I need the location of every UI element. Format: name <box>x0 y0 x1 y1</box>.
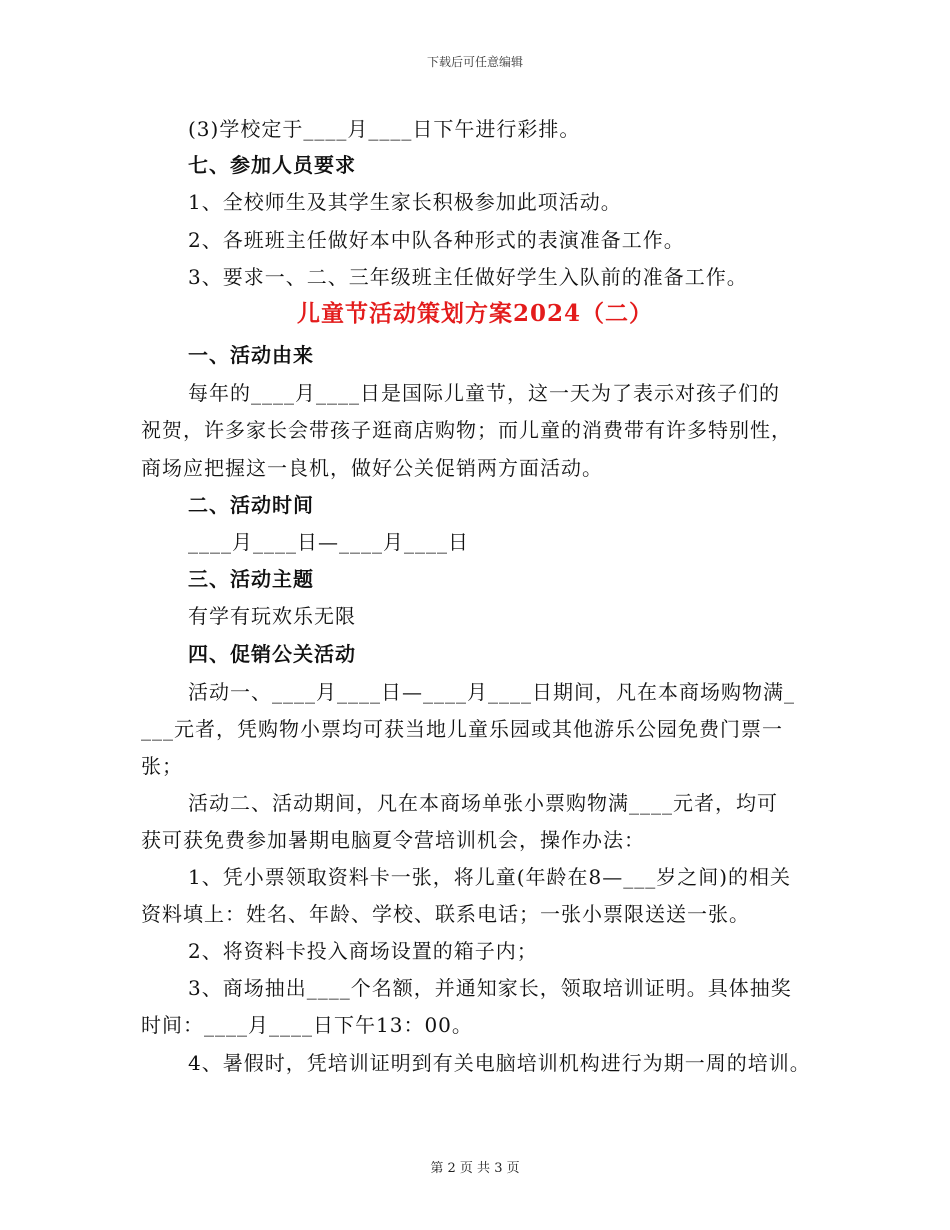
activity-1-line-1: 活动一、____月____日—____月____日期间，凡在本商场购物满_ <box>188 680 795 704</box>
activity-1-line-2: ___元者，凭购物小票均可获当地儿童乐园或其他游乐公园免费门票一 <box>141 717 783 741</box>
origin-paragraph-line-2: 祝贺，许多家长会带孩子逛商店购物；而儿童的消费带有许多特别性， <box>141 418 792 442</box>
section-heading-time: 二、活动时间 <box>188 493 314 517</box>
page-indicator: 第 2 页 共 3 页 <box>430 1161 520 1176</box>
requirement-2: 2、各班班主任做好本中队各种形式的表演准备工作。 <box>188 228 685 252</box>
document-title: 儿童节活动策划方案2024（二） <box>296 300 653 327</box>
step-4: 4、暑假时，凭培训证明到有关电脑培训机构进行为期一周的培训。 <box>188 1051 811 1075</box>
section-heading-origin: 一、活动由来 <box>188 343 314 367</box>
activity-time-range: ____月____日—____月____日 <box>188 530 469 554</box>
step-1-line-1: 1、凭小票领取资料卡一张，将儿童(年龄在8—___岁之间)的相关 <box>188 865 792 889</box>
step-2: 2、将资料卡投入商场设置的箱子内； <box>188 939 538 963</box>
origin-paragraph-line-3: 商场应把握这一良机，做好公关促销两方面活动。 <box>141 456 603 480</box>
step-3-line-2: 时间：____月____日下午13：00。 <box>141 1013 473 1037</box>
activity-1-line-3: 张； <box>141 754 183 778</box>
activity-2-line-2: 获可获免费参加暑期电脑夏令营培训机会，操作办法： <box>141 828 645 852</box>
schedule-item-3: (3)学校定于____月____日下午进行彩排。 <box>188 117 581 141</box>
activity-theme: 有学有玩欢乐无限 <box>188 604 356 628</box>
header-note: 下载后可任意编辑 <box>426 55 523 69</box>
step-3-line-1: 3、商场抽出____个名额，并通知家长，领取培训证明。具体抽奖 <box>188 976 792 1000</box>
activity-2-line-1: 活动二、活动期间，凡在本商场单张小票购物满____元者，均可 <box>188 791 778 815</box>
section-heading-theme: 三、活动主题 <box>188 567 314 591</box>
step-1-line-2: 资料填上：姓名、年龄、学校、联系电话；一张小票限送送一张。 <box>141 902 750 926</box>
requirement-3: 3、要求一、二、三年级班主任做好学生入队前的准备工作。 <box>188 265 748 289</box>
requirement-1: 1、全校师生及其学生家长积极参加此项活动。 <box>188 190 622 214</box>
section-heading-participants: 七、参加人员要求 <box>188 153 356 177</box>
section-heading-promotion: 四、促销公关活动 <box>188 642 356 666</box>
origin-paragraph-line-1: 每年的____月____日是国际儿童节，这一天为了表示对孩子们的 <box>188 381 780 405</box>
